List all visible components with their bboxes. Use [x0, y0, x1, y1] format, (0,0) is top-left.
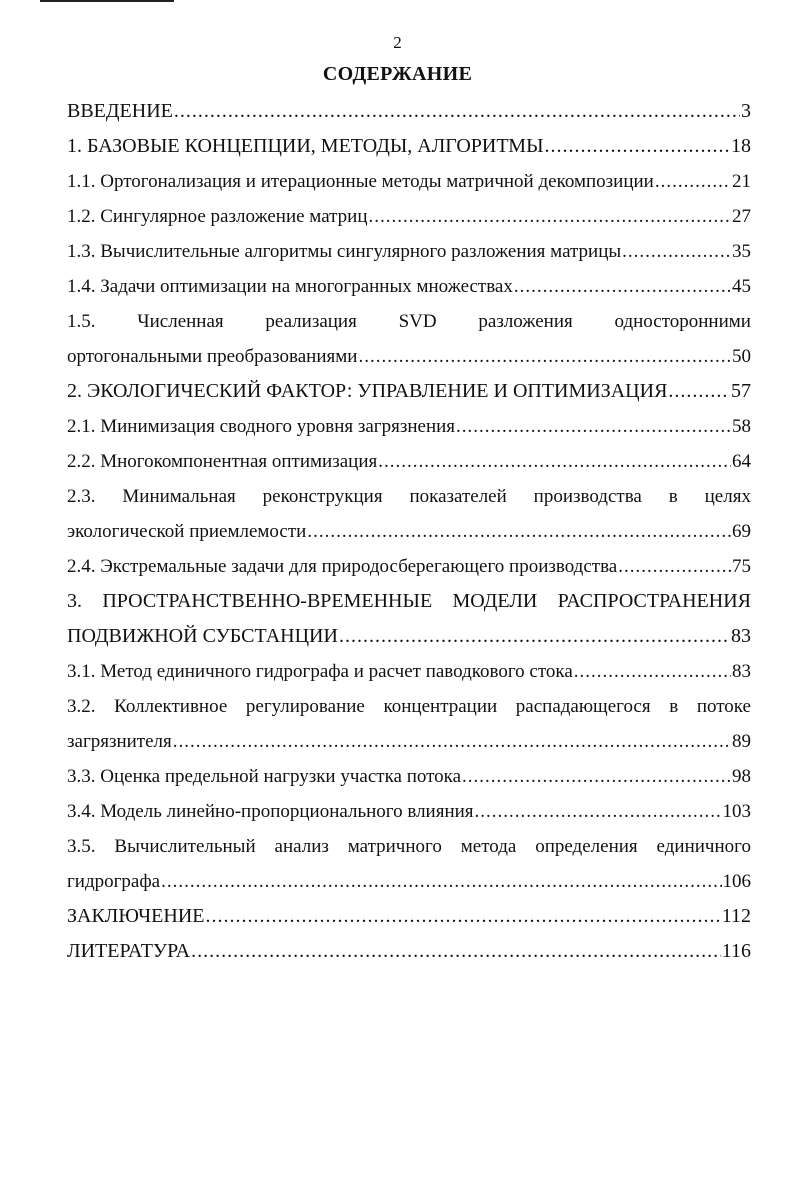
toc-entry-title: 3.4. Модель линейно-пропорционального влияния — [67, 801, 474, 822]
toc-entry-page: 83 — [731, 625, 751, 647]
toc-entry-title: 2. ЭКОЛОГИЧЕСКИЙ ФАКТОР: УПРАВЛЕНИЕ И ОПТИМИЗАЦИЯ — [67, 380, 668, 402]
toc-entry[interactable] — [67, 199, 751, 234]
toc-entry-page: 3 — [741, 100, 751, 122]
toc-word: показателей — [409, 486, 507, 507]
toc-entry-first-line — [67, 584, 751, 619]
top-rule — [40, 0, 174, 2]
toc-entry-first-line — [67, 479, 751, 514]
toc-entry-page: 21 — [732, 171, 751, 192]
toc-word: определения — [535, 836, 638, 857]
toc-entry[interactable] — [67, 549, 751, 584]
toc-word: 2.3. — [67, 486, 96, 507]
toc-word: Коллективное — [114, 696, 228, 717]
toc-word: 3. — [67, 590, 82, 612]
toc-word: анализ — [274, 836, 329, 857]
toc-entry-title: 3.1. Метод единичного гидрографа и расчет паводкового стока — [67, 661, 573, 682]
toc-entry-title: загрязнителя — [67, 731, 172, 752]
toc-word: в — [669, 696, 679, 717]
toc-entry-page: 58 — [732, 416, 751, 437]
toc-entry-page: 27 — [732, 206, 751, 227]
toc-entry-title: 2.4. Экстремальные задачи для природосберегающего производства — [67, 556, 618, 577]
toc-entry-page: 83 — [732, 661, 751, 682]
dot-leader — [462, 759, 731, 794]
toc-word: целях — [704, 486, 751, 507]
dot-leader — [545, 129, 730, 164]
toc-entry-page: 89 — [732, 731, 751, 752]
dot-leader — [574, 654, 731, 689]
toc-entry[interactable] — [67, 129, 751, 164]
toc-entry-title: гидрографа — [67, 871, 161, 892]
toc-entry[interactable] — [67, 374, 751, 409]
dot-leader — [358, 339, 731, 374]
toc-entry[interactable] — [67, 864, 751, 899]
toc-entry-page: 69 — [732, 521, 751, 542]
dot-leader — [378, 444, 731, 479]
toc-entry-page: 98 — [732, 766, 751, 787]
toc-entry[interactable] — [67, 934, 751, 969]
dot-leader — [514, 269, 731, 304]
toc-word: Вычислительный — [114, 836, 256, 857]
dot-leader — [655, 164, 731, 199]
toc-entry-title: 1.1. Ортогонализация и итерационные методы матричной декомпозиции — [67, 171, 654, 192]
toc-entry-page: 106 — [722, 871, 751, 892]
toc-entry-title: 2.2. Многокомпонентная оптимизация — [67, 451, 378, 472]
toc-entry[interactable] — [67, 619, 751, 654]
toc-entry-first-line — [67, 304, 751, 339]
toc-entry-page: 18 — [731, 135, 751, 157]
toc-word: SVD — [398, 311, 437, 332]
toc-entry[interactable] — [67, 269, 751, 304]
table-of-contents — [67, 94, 751, 969]
toc-entry-page: 35 — [732, 241, 751, 262]
toc-word: РАСПРОСТРАНЕНИЯ — [557, 590, 751, 612]
toc-entry-title: ВВЕДЕНИЕ — [67, 100, 173, 122]
toc-entry[interactable] — [67, 444, 751, 479]
toc-entry-title: ЛИТЕРАТУРА — [67, 940, 191, 962]
page-number: 2 — [393, 33, 402, 52]
toc-entry-first-line — [67, 829, 751, 864]
toc-entry-title: ПОДВИЖНОЙ СУБСТАНЦИИ — [67, 625, 338, 647]
toc-word: метода — [460, 836, 517, 857]
toc-entry[interactable] — [67, 164, 751, 199]
toc-word: Минимальная — [122, 486, 236, 507]
toc-entry[interactable] — [67, 794, 751, 829]
toc-entry[interactable] — [67, 654, 751, 689]
toc-entry-title: 1.2. Сингулярное разложение матриц — [67, 206, 368, 227]
toc-entry[interactable] — [67, 724, 751, 759]
dot-leader — [173, 724, 731, 759]
dot-leader — [307, 514, 731, 549]
toc-entry[interactable] — [67, 514, 751, 549]
toc-entry-page: 45 — [732, 276, 751, 297]
toc-word: концентрации — [383, 696, 498, 717]
page-title: СОДЕРЖАНИЕ — [322, 63, 473, 85]
toc-entry-title: ЗАКЛЮЧЕНИЕ — [67, 905, 205, 927]
toc-word: распадающегося — [515, 696, 651, 717]
toc-word: потоке — [696, 696, 751, 717]
toc-word: реконструкция — [262, 486, 383, 507]
toc-word: ПРОСТРАНСТВЕННО-ВРЕМЕННЫЕ — [102, 590, 433, 612]
toc-word: матричного — [347, 836, 442, 857]
toc-entry[interactable] — [67, 409, 751, 444]
toc-word: односторонними — [614, 311, 751, 332]
toc-entry-page: 116 — [721, 940, 751, 962]
toc-word: разложения — [478, 311, 573, 332]
toc-word: 1.5. — [67, 311, 96, 332]
toc-entry-page: 75 — [732, 556, 751, 577]
dot-leader — [475, 794, 722, 829]
dot-leader — [191, 934, 721, 969]
toc-entry[interactable] — [67, 339, 751, 374]
dot-leader — [161, 864, 721, 899]
dot-leader — [339, 619, 730, 654]
toc-word: 3.2. — [67, 696, 96, 717]
toc-word: 3.5. — [67, 836, 96, 857]
dot-leader — [618, 549, 731, 584]
toc-entry[interactable] — [67, 94, 751, 129]
toc-entry-first-line — [67, 689, 751, 724]
toc-entry-page: 103 — [722, 801, 751, 822]
toc-entry-page: 112 — [721, 905, 751, 927]
dot-leader — [205, 899, 720, 934]
toc-word: производства — [533, 486, 642, 507]
dot-leader — [369, 199, 731, 234]
toc-entry-page: 64 — [732, 451, 751, 472]
dot-leader — [174, 94, 740, 129]
toc-word: единичного — [656, 836, 751, 857]
toc-entry[interactable] — [67, 899, 751, 934]
dot-leader — [456, 409, 731, 444]
toc-entry-title: экологической приемлемости — [67, 521, 307, 542]
toc-entry[interactable] — [67, 759, 751, 794]
toc-word: Численная — [137, 311, 224, 332]
toc-word: регулирование — [245, 696, 365, 717]
toc-entry-page: 57 — [731, 380, 751, 402]
toc-entry-title: 1.4. Задачи оптимизации на многогранных множествах — [67, 276, 513, 297]
dot-leader — [668, 374, 730, 409]
dot-leader — [622, 234, 731, 269]
toc-entry-title: 1. БАЗОВЫЕ КОНЦЕПЦИИ, МЕТОДЫ, АЛГОРИТМЫ — [67, 135, 544, 157]
toc-word: в — [668, 486, 678, 507]
toc-entry-page: 50 — [732, 346, 751, 367]
toc-entry-title: 3.3. Оценка предельной нагрузки участка потока — [67, 766, 462, 787]
toc-entry-title: ортогональными преобразованиями — [67, 346, 358, 367]
toc-word: реализация — [265, 311, 357, 332]
toc-entry-title: 1.3. Вычислительные алгоритмы сингулярного разложения матрицы — [67, 241, 622, 262]
toc-word: МОДЕЛИ — [452, 590, 538, 612]
toc-entry-title: 2.1. Минимизация сводного уровня загрязнения — [67, 416, 456, 437]
toc-entry[interactable] — [67, 234, 751, 269]
